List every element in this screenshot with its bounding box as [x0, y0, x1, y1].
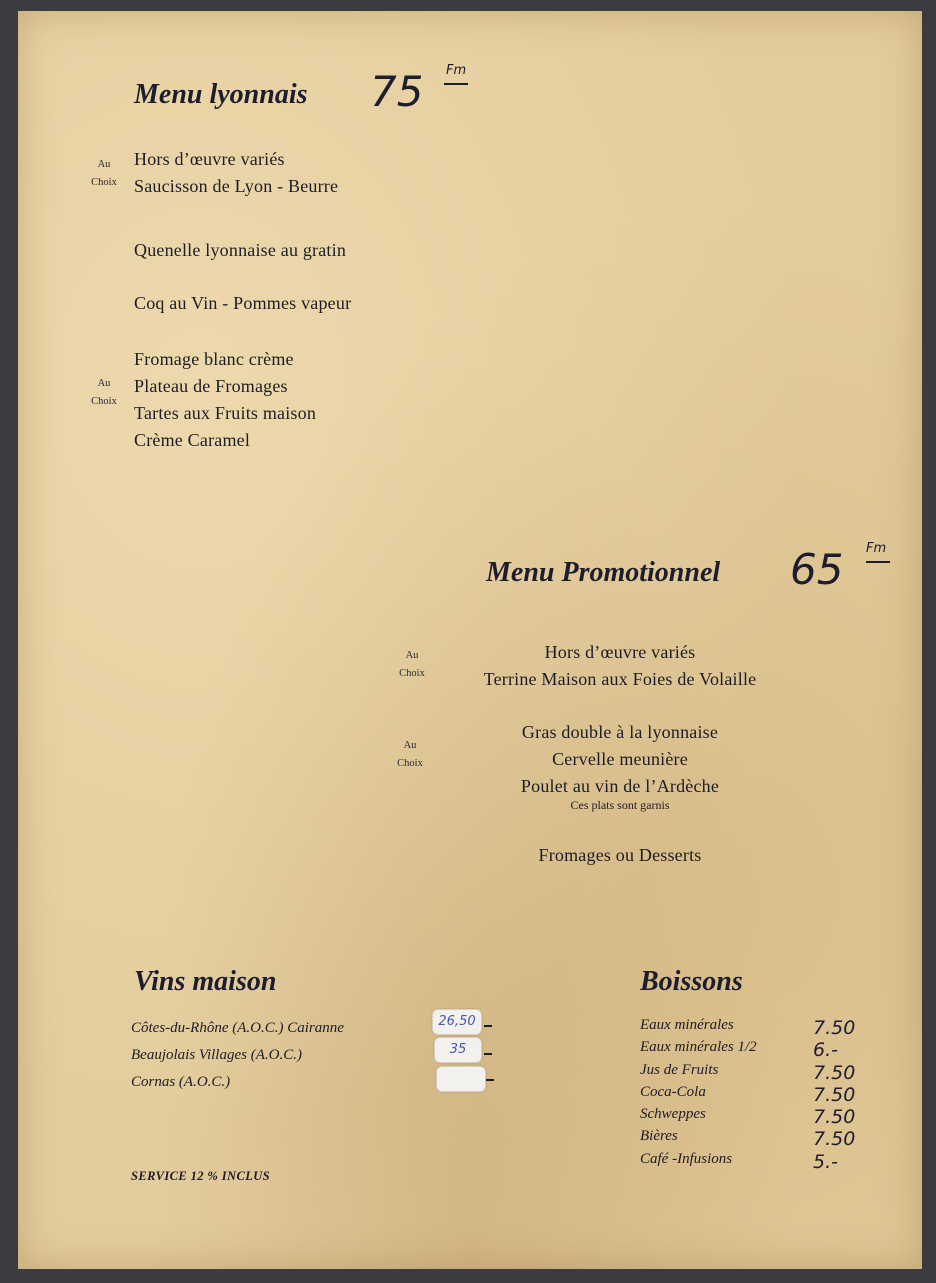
drink-name: Eaux minérales 1/2: [640, 1039, 757, 1056]
dash-mark: [484, 1053, 492, 1055]
menu-item: Poulet au vin de l’Ardèche: [520, 776, 720, 796]
wine-name: Côtes-du-Rhône (A.O.C.) Cairanne: [131, 1020, 344, 1036]
au-choix-label: Au Choix: [91, 378, 117, 407]
menu-item: Fromage blanc crème: [134, 349, 294, 369]
drink-name: Café -Infusions: [640, 1150, 733, 1167]
boissons-title: Boissons: [640, 966, 743, 997]
wine-name: Beaujolais Villages (A.O.C.): [131, 1047, 302, 1063]
drink-price: 7.50: [813, 1128, 856, 1151]
menu-item: Saucisson de Lyon - Beurre: [134, 176, 339, 196]
drink-name: Jus de Fruits: [640, 1061, 719, 1078]
menu-item: Terrine Maison aux Foies de Volaille: [483, 669, 757, 689]
price-sticker: 26,50: [432, 1009, 482, 1035]
menu-lyonnais-starters: [134, 146, 338, 200]
vins-title: Vins maison: [134, 966, 277, 997]
au-choix-label: Au Choix: [91, 159, 117, 188]
menu-item: Hors d’œuvre variés: [544, 642, 696, 662]
garnish-note: Ces plats sont garnis: [570, 798, 670, 812]
drink-price: 7.50: [813, 1017, 856, 1039]
menu-promo-starters: [420, 639, 820, 693]
menu-item: Fromages ou Desserts: [538, 845, 702, 865]
price-underline: [444, 83, 468, 85]
menu-item: Crème Caramel: [134, 430, 251, 450]
drink-name: Schweppes: [640, 1106, 706, 1123]
drink-prices: [813, 1017, 855, 1173]
menu-item: Quenelle lyonnaise au gratin: [134, 240, 347, 260]
drink-name: Bières: [640, 1128, 678, 1145]
drink-price: 6.-: [813, 1039, 838, 1062]
dash-mark: [484, 1025, 492, 1027]
menu-promo-mains: [420, 719, 820, 800]
menu-lyonnais-desserts: [134, 346, 316, 454]
wine-name: Cornas (A.O.C.): [131, 1074, 231, 1090]
menu-item: Tartes aux Fruits maison: [134, 403, 317, 423]
menu-promo-price: 65: [790, 545, 844, 594]
drink-price: 7.50: [813, 1061, 856, 1084]
drink-list: [640, 1014, 757, 1170]
drink-price: 7.50: [813, 1083, 856, 1106]
au-choix-label: Au Choix: [397, 740, 423, 769]
menu-lyonnais-price: 75: [370, 67, 424, 116]
menu-item: Cervelle meunière: [552, 749, 688, 769]
menu-promo-price-unit: Fm: [866, 541, 887, 556]
menu-lyonnais-price-unit: Fm: [446, 63, 467, 78]
price-sticker: 35: [434, 1037, 482, 1063]
menu-item: Coq au Vin - Pommes vapeur: [134, 293, 352, 313]
drink-price: 5.-: [813, 1150, 838, 1173]
au-choix-label: Au Choix: [399, 650, 425, 679]
menu-item: Hors d’œuvre variés: [134, 149, 285, 169]
price-underline: [866, 561, 890, 563]
wine-list: [131, 1015, 344, 1096]
service-note: SERVICE 12 % INCLUS: [131, 1169, 271, 1183]
drink-price: 7.50: [813, 1106, 856, 1129]
drink-name: Eaux minérales: [640, 1017, 734, 1033]
dash-mark: [486, 1079, 494, 1081]
menu-lyonnais-title: Menu lyonnais: [134, 79, 308, 110]
menu-item: Plateau de Fromages: [134, 376, 288, 396]
menu-promo-title: Menu Promotionnel: [486, 557, 721, 588]
menu-card: [18, 11, 922, 1269]
menu-item: Gras double à la lyonnaise: [521, 722, 719, 742]
drink-name: Coca-Cola: [640, 1083, 706, 1100]
price-sticker: [436, 1066, 486, 1092]
